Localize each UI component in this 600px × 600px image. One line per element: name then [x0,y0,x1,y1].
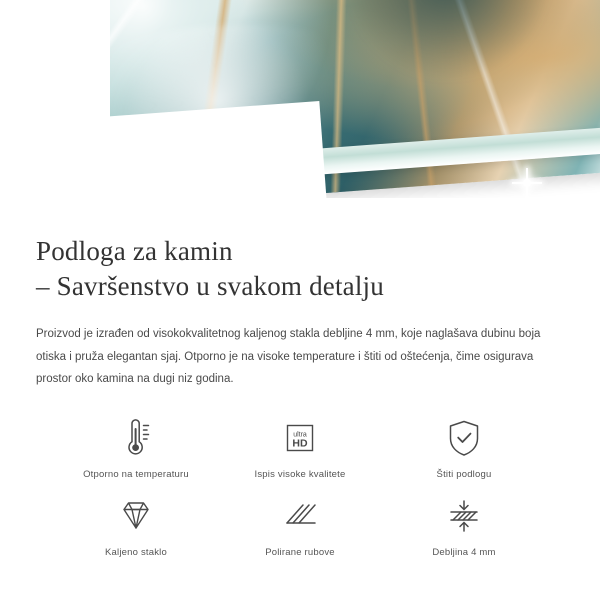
image-mask-bottom [0,198,600,212]
polished-edges-icon [277,494,323,538]
feature-label: Debljina 4 mm [432,547,496,559]
diamond-icon [114,494,158,538]
ultra-hd-icon [279,416,321,460]
feature-label: Štiti podlogu [436,469,492,481]
sparkle-core [523,179,531,187]
feature-tempered-glass [54,494,218,558]
feature-label: Kaljeno staklo [105,547,167,559]
hero-image-inner [0,0,600,212]
shield-check-icon [443,416,485,460]
product-description: Proizvod je izrađen od visokokvalitetnog kaljenog stakla debljine 4 mm, koje naglašava dubinu boja otiska i pruža elegantan sjaj. Otporno je na visoke temperature i štiti od oštećenja, čime osigurava prostor oko kamina na dugi niz godina. [36,328,541,385]
feature-label: Otporno na temperaturu [83,469,189,481]
feature-grid [36,416,564,558]
page-title-line2: – Savršenstvo u svakom detalju [36,270,384,301]
content-block [0,212,600,558]
page-title-line1: Podloga za kamin [36,236,233,266]
feature-protects-surface [382,416,546,480]
feature-label: Ispis visoke kvalitete [254,469,346,481]
feature-print-quality [218,416,382,480]
hero-image [0,0,600,212]
thickness-arrows-icon [442,494,486,538]
svg-text:HD: HD [292,437,308,450]
feature-polished-edges [218,494,382,558]
page-title [36,234,564,303]
feature-thickness [382,494,546,558]
feature-label: Polirane rubove [265,547,335,559]
thermometer-icon [116,416,156,460]
svg-text:ultra: ultra [293,431,307,439]
image-mask-left [0,0,110,212]
feature-temperature [54,416,218,480]
